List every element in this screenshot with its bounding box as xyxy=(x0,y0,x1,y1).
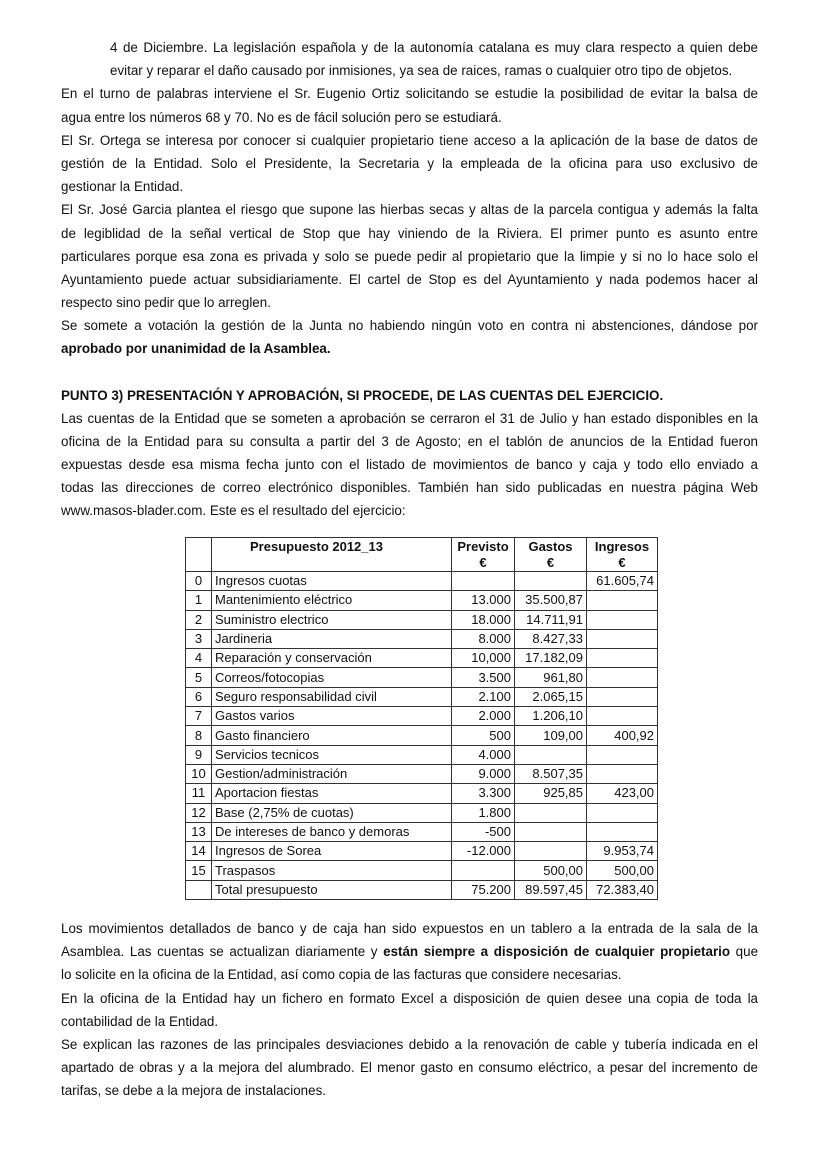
bold-text-span: están siempre a disposición de cualquier propietario xyxy=(383,944,731,960)
row-concept: Traspasos xyxy=(212,861,452,880)
table-row xyxy=(186,591,658,610)
section-heading: PUNTO 3) PRESENTACIÓN Y APROBACIÓN, SI PROCEDE, DE LAS CUENTAS DEL EJERCICIO. xyxy=(61,387,664,403)
row-ingresos xyxy=(587,687,658,706)
row-ingresos xyxy=(587,803,658,822)
table-row xyxy=(186,687,658,706)
row-index: 9 xyxy=(186,745,212,764)
budget-table xyxy=(185,537,658,900)
row-previsto: -500 xyxy=(452,822,515,841)
text-line: evitar y reparar el daño causado por inmisiones, ya sea de raices, ramas o cualquier otro tipo de objetos. xyxy=(110,63,733,79)
row-concept: Correos/fotocopias xyxy=(212,668,452,687)
header-index xyxy=(186,538,212,572)
row-ingresos: 500,00 xyxy=(587,861,658,880)
table-row xyxy=(186,803,658,822)
currency-label: € xyxy=(546,554,555,570)
header-previsto xyxy=(452,538,515,572)
row-concept: De intereses de banco y demoras xyxy=(212,822,452,841)
currency-label: € xyxy=(618,554,626,570)
row-ingresos xyxy=(587,764,658,783)
text-line: gestionar la Entidad. xyxy=(61,179,184,195)
table-row xyxy=(186,842,658,861)
row-previsto: 1.800 xyxy=(452,803,515,822)
row-ingresos xyxy=(587,707,658,726)
row-ingresos: 61.605,74 xyxy=(587,572,658,591)
text-line: de legiblidad de la señal vertical de Stop que hay viniendo de la Riviera. El primer punto es asunto entre xyxy=(61,225,758,241)
row-ingresos xyxy=(587,668,658,687)
row-index: 8 xyxy=(186,726,212,745)
row-index: 1 xyxy=(186,591,212,610)
row-concept: Aportacion fiestas xyxy=(212,784,452,803)
header-ingresos xyxy=(587,538,658,572)
text-line: 4 de Diciembre. La legislación española y de la autonomía catalana es muy clara respecto a quien debe xyxy=(110,40,758,55)
text-line: respecto sino pedir que lo arreglen. xyxy=(61,295,271,311)
row-concept: Gastos varios xyxy=(212,707,452,726)
row-previsto xyxy=(452,861,515,880)
table-row xyxy=(186,707,658,726)
text-line: contabilidad de la Entidad. xyxy=(61,1013,219,1029)
row-gastos: 89.597,45 xyxy=(515,880,587,899)
row-ingresos xyxy=(587,822,658,841)
text-line: apartado de obras y a la mejora del alumbrado. El menor gasto en consumo eléctrico, a pesar del incremento de xyxy=(61,1060,758,1076)
text-line: todas las direcciones de correo electrónico disponibles. También han sido publicadas en nuestra página Web xyxy=(61,480,758,496)
row-index: 13 xyxy=(186,822,212,841)
text-line: Se explican las razones de las principales desviaciones debido a la renovación de cable y tubería indicada en el xyxy=(61,1036,758,1052)
row-concept: Reparación y conservación xyxy=(212,649,452,668)
row-gastos xyxy=(515,803,587,822)
row-index: 14 xyxy=(186,842,212,861)
row-ingresos xyxy=(587,610,658,629)
table-row xyxy=(186,610,658,629)
row-concept: Gestion/administración xyxy=(212,764,452,783)
row-previsto: 75.200 xyxy=(452,880,515,899)
approval-statement: aprobado por unanimidad de la Asamblea. xyxy=(61,341,331,357)
row-index: 2 xyxy=(186,610,212,629)
text-line: Ayuntamiento puede actuar subsidiariamente. El cartel de Stop es del Ayuntamiento y nada podemos hacer al xyxy=(61,271,758,287)
row-concept: Gasto financiero xyxy=(212,726,452,745)
text-span: que xyxy=(730,944,759,960)
text-line: oficina de la Entidad para su consulta a partir del 3 de Agosto; en el tablón de anuncios de la Entidad fueron xyxy=(61,433,758,449)
row-previsto: 4.000 xyxy=(452,745,515,764)
text-line: gestión de la Entidad. Solo el Presidente, la Secretaria y la empleada de la oficina para uso exclusivo de xyxy=(61,155,758,171)
row-concept: Seguro responsabilidad civil xyxy=(212,687,452,706)
row-previsto: 2.000 xyxy=(452,707,515,726)
currency-label: € xyxy=(479,554,487,570)
row-previsto: 2.100 xyxy=(452,687,515,706)
table-row xyxy=(186,784,658,803)
row-previsto: 18.000 xyxy=(452,610,515,629)
row-concept: Ingresos de Sorea xyxy=(212,842,452,861)
row-concept: Suministro electrico xyxy=(212,610,452,629)
text-line: expuestas desde esa misma fecha junto con el listado de movimientos de banco y caja y todo ello enviado a xyxy=(61,457,758,472)
table-header-row xyxy=(186,538,658,572)
row-ingresos xyxy=(587,629,658,648)
row-gastos: 2.065,15 xyxy=(515,687,587,706)
row-concept: Total presupuesto xyxy=(212,880,452,899)
text-line: Las cuentas de la Entidad que se someten a aprobación se cerraron el 31 de Julio y han estado disponibles en la xyxy=(61,410,758,426)
row-concept: Mantenimiento eléctrico xyxy=(212,591,452,610)
text-line: En la oficina de la Entidad hay un fichero en formato Excel a disposición de quien desee una copia de toda la xyxy=(61,990,758,1006)
row-gastos xyxy=(515,572,587,591)
row-concept: Ingresos cuotas xyxy=(212,572,452,591)
text-span: Asamblea. Las cuentas se actualizan diariamente y xyxy=(61,944,384,960)
row-index: 7 xyxy=(186,707,212,726)
row-index: 6 xyxy=(186,687,212,706)
row-index: 12 xyxy=(186,803,212,822)
text-line: En el turno de palabras interviene el Sr. Eugenio Ortiz solicitando se estudie la posibilidad de evitar la balsa de xyxy=(61,86,758,102)
table-row xyxy=(186,745,658,764)
header-label: Previsto xyxy=(457,539,509,554)
row-previsto: 3.500 xyxy=(452,668,515,687)
header-gastos xyxy=(515,538,587,572)
row-gastos: 17.182,09 xyxy=(515,649,587,668)
document-body-bottom xyxy=(61,917,758,1103)
document-body-top xyxy=(61,36,758,523)
row-gastos: 8.507,35 xyxy=(515,764,587,783)
row-gastos: 35.500,87 xyxy=(515,591,587,610)
row-gastos: 14.711,91 xyxy=(515,610,587,629)
table-row xyxy=(186,822,658,841)
table-row xyxy=(186,668,658,687)
row-index: 15 xyxy=(186,861,212,880)
text-line: Se somete a votación la gestión de la Junta no habiendo ningún voto en contra ni abstenciones, dándose por xyxy=(61,318,758,334)
text-line: El Sr. José Garcia plantea el riesgo que supone las hierbas secas y altas de la parcela contigua y además la falta xyxy=(61,202,758,218)
row-gastos: 109,00 xyxy=(515,726,587,745)
row-gastos xyxy=(515,745,587,764)
row-previsto: 8.000 xyxy=(452,629,515,648)
row-previsto: 3.300 xyxy=(452,784,515,803)
row-previsto: 9.000 xyxy=(452,764,515,783)
row-ingresos: 423,00 xyxy=(587,784,658,803)
row-index: 10 xyxy=(186,764,212,783)
row-ingresos xyxy=(587,649,658,668)
row-index: 5 xyxy=(186,668,212,687)
row-index: 0 xyxy=(186,572,212,591)
table-row xyxy=(186,861,658,880)
text-line: lo solicite en la oficina de la Entidad, así como copia de las facturas que considere necesarias. xyxy=(61,967,622,983)
row-index: 4 xyxy=(186,649,212,668)
row-index: 11 xyxy=(186,784,212,803)
row-previsto: -12.000 xyxy=(452,842,515,861)
row-concept: Servicios tecnicos xyxy=(212,745,452,764)
header-title: Presupuesto 2012_13 xyxy=(212,538,452,572)
text-line: www.masos-blader.com. Este es el resultado del ejercicio: xyxy=(61,503,406,519)
header-label: Gastos xyxy=(528,539,573,554)
text-line: agua entre los números 68 y 70. No es de fácil solución pero se estudiará. xyxy=(61,109,502,125)
text-line xyxy=(61,940,758,963)
row-ingresos xyxy=(587,745,658,764)
row-index: 3 xyxy=(186,629,212,648)
text-line: Los movimientos detallados de banco y de caja han sido expuestos en un tablero a la entrada de la sala de la xyxy=(61,921,758,936)
row-previsto: 10,000 xyxy=(452,649,515,668)
table-row xyxy=(186,649,658,668)
table-row xyxy=(186,880,658,899)
row-ingresos: 400,92 xyxy=(587,726,658,745)
row-concept: Base (2,75% de cuotas) xyxy=(212,803,452,822)
row-gastos xyxy=(515,842,587,861)
row-previsto: 13.000 xyxy=(452,591,515,610)
text-line: particulares porque esa zona es privada y solo se puede pedir al propietario que la limpie y si no lo hace solo el xyxy=(61,248,758,264)
table-row xyxy=(186,572,658,591)
table-row xyxy=(186,764,658,783)
row-ingresos xyxy=(587,591,658,610)
row-gastos: 1.206,10 xyxy=(515,707,587,726)
row-ingresos: 9.953,74 xyxy=(587,842,658,861)
text-line: tarifas, se debe a la mejora de instalaciones. xyxy=(61,1083,326,1099)
row-gastos: 8.427,33 xyxy=(515,629,587,648)
header-label: Ingresos xyxy=(594,539,650,554)
row-ingresos: 72.383,40 xyxy=(587,880,658,899)
table-row xyxy=(186,629,658,648)
text-line: El Sr. Ortega se interesa por conocer si cualquier propietario tiene acceso a la aplicación de la base de datos de xyxy=(61,132,758,148)
table-body xyxy=(186,572,658,900)
row-gastos: 925,85 xyxy=(515,784,587,803)
table-row xyxy=(186,726,658,745)
row-gastos xyxy=(515,822,587,841)
row-gastos: 500,00 xyxy=(515,861,587,880)
row-concept: Jardineria xyxy=(212,629,452,648)
row-previsto xyxy=(452,572,515,591)
row-index xyxy=(186,880,212,899)
row-previsto: 500 xyxy=(452,726,515,745)
row-gastos: 961,80 xyxy=(515,668,587,687)
